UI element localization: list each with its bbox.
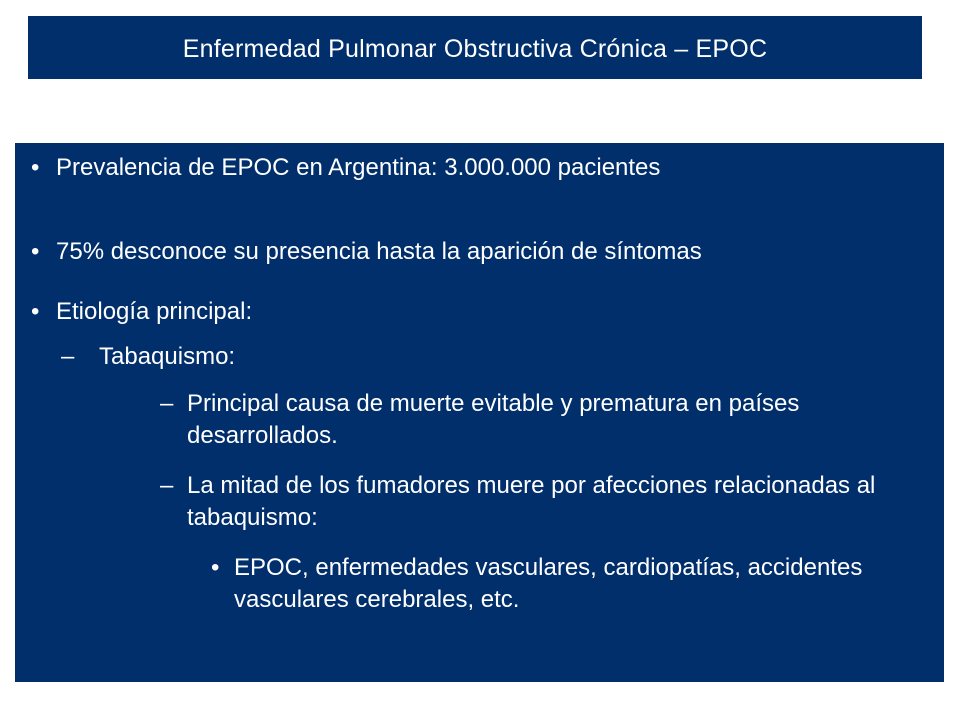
dash-marker: –	[160, 472, 174, 499]
bullet-marker: •	[211, 554, 220, 581]
sub-bullet-smoking: Tabaquismo:	[99, 343, 236, 370]
dash-marker: –	[160, 390, 174, 417]
slide-title: Enfermedad Pulmonar Obstructiva Crónica – EPOC	[182, 35, 768, 63]
bullet-etiology: Etiología principal:	[56, 298, 253, 325]
sub-sub-bullet-half-smokers: La mitad de los fumadores muere por afecciones relacionadas al tabaquismo:	[187, 472, 876, 531]
slide-title-bar	[28, 16, 922, 79]
bullet-unawareness: 75% desconoce su presencia hasta la aparición de síntomas	[56, 238, 702, 265]
bullet-marker: •	[31, 238, 40, 265]
bullet-prevalence: Prevalencia de EPOC en Argentina: 3.000.000 pacientes	[56, 154, 661, 181]
sub-sub-bullet-main-cause: Principal causa de muerte evitable y prematura en países desarrollados.	[187, 390, 800, 449]
level4-bullet-conditions: EPOC, enfermedades vasculares, cardiopatías, accidentes vasculares cerebrales, etc.	[234, 554, 863, 613]
bullet-marker: •	[31, 298, 40, 325]
dash-marker: –	[61, 343, 75, 370]
slide-content-box	[15, 143, 944, 682]
bullet-marker: •	[31, 154, 40, 181]
